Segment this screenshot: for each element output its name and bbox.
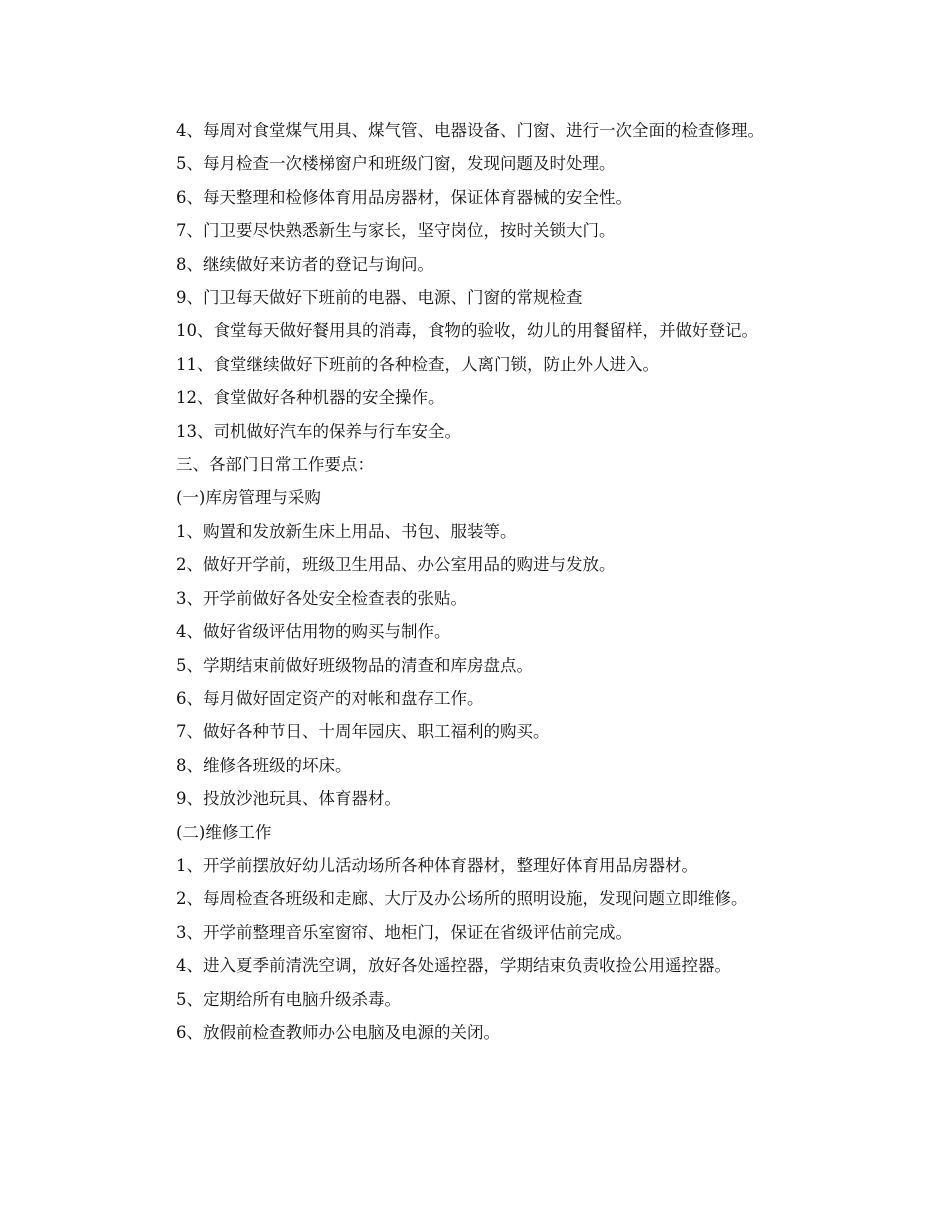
paragraph: 6、每月做好固定资产的对帐和盘存工作。 (176, 688, 484, 708)
paragraph: 6、每天整理和检修体育用品房器材，保证体育器械的安全性。 (176, 187, 632, 207)
subsection-heading: (二)维修工作 (176, 822, 272, 842)
paragraph: 7、做好各种节日、十周年园庆、职工福利的购买。 (176, 722, 550, 742)
paragraph: 4、每周对食堂煤气用具、煤气管、电器设备、门窗、进行一次全面的检查修理。 (176, 121, 764, 140)
paragraph: 9、门卫每天做好下班前的电器、电源、门窗的常规检查 (176, 288, 583, 308)
paragraph: 11、食堂继续做好下班前的各种检查，人离门锁，防止外人进入。 (176, 354, 659, 374)
paragraph: 2、每周检查各班级和走廊、大厅及办公场所的照明设施，发现问题立即维修。 (176, 889, 748, 909)
paragraph: 10、食堂每天做好餐用具的消毒，食物的验收，幼儿的用餐留样，并做好登记。 (176, 321, 758, 341)
paragraph: 4、做好省级评估用物的购买与制作。 (176, 622, 451, 642)
paragraph: 12、食堂做好各种机器的安全操作。 (176, 388, 445, 408)
paragraph: 8、维修各班级的坏床。 (176, 755, 352, 775)
subsection-heading: (一)库房管理与采购 (176, 488, 321, 508)
paragraph: 7、门卫要尽快熟悉新生与家长，坚守岗位，按时关锁大门。 (176, 221, 616, 241)
paragraph: 8、继续做好来访者的登记与询问。 (176, 254, 434, 274)
paragraph: 6、放假前检查教师办公电脑及电源的关闭。 (176, 1022, 500, 1042)
paragraph: 5、每月检查一次楼梯窗户和班级门窗，发现问题及时处理。 (176, 154, 616, 174)
paragraph: 5、定期给所有电脑升级杀毒。 (176, 989, 401, 1009)
paragraph: 2、做好开学前，班级卫生用品、办公室用品的购进与发放。 (176, 555, 616, 575)
paragraph: 3、开学前整理音乐室窗帘、地柜门，保证在省级评估前完成。 (176, 922, 632, 942)
document-body (140, 114, 820, 1049)
paragraph: 1、开学前摆放好幼儿活动场所各种体育器材，整理好体育用品房器材。 (176, 855, 698, 875)
section-heading: 三、各部门日常工作要点： (176, 455, 374, 475)
paragraph: 5、学期结束前做好班级物品的清查和库房盘点。 (176, 655, 533, 675)
paragraph: 3、开学前做好各处安全检查表的张贴。 (176, 588, 467, 608)
paragraph: 13、司机做好汽车的保养与行车安全。 (176, 421, 461, 441)
paragraph: 1、购置和发放新生床上用品、书包、服装等。 (176, 521, 517, 541)
paragraph: 4、进入夏季前清洗空调，放好各处遥控器，学期结束负责收捡公用遥控器。 (176, 956, 731, 976)
paragraph: 9、投放沙池玩具、体育器材。 (176, 789, 401, 809)
